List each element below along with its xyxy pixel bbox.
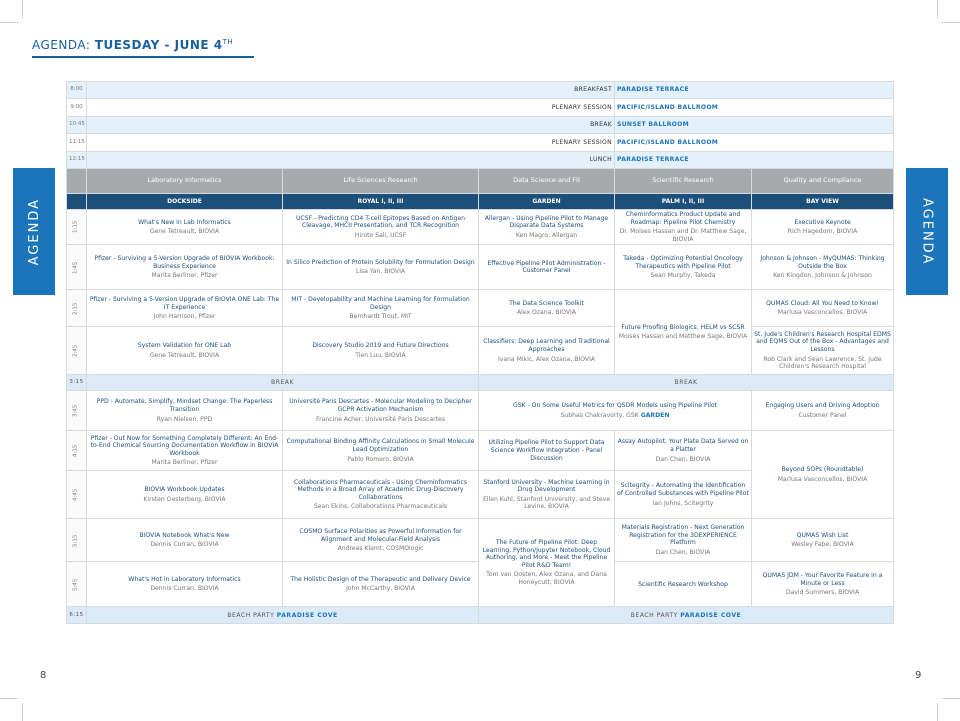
session-title: Executive Keynote <box>794 218 851 226</box>
plenary-row <box>67 152 894 169</box>
session-title: Scitegrity - Automating the Identification of Controlled Substances with Pipeline Pilot <box>617 482 749 498</box>
session-cell <box>752 245 894 290</box>
room-corner <box>67 194 87 210</box>
title-prefix: AGENDA: <box>32 38 91 52</box>
session-cell <box>87 519 283 562</box>
time-cell: 1:45 <box>67 245 87 290</box>
time-cell: 5:45 <box>67 562 87 607</box>
title-underline <box>32 56 254 58</box>
session-cell <box>87 562 283 607</box>
session-label: BREAKFAST <box>87 82 615 99</box>
session-speaker: Dan Chen, BIOVIA <box>655 548 711 556</box>
session-cell <box>283 391 479 431</box>
page-number-right: 9 <box>915 670 922 681</box>
plenary-row <box>67 134 894 152</box>
session-cell <box>752 431 894 519</box>
session-row <box>67 210 894 245</box>
session-cell <box>752 519 894 562</box>
party-location: PARADISE COVE <box>276 611 338 619</box>
session-cell <box>479 431 615 471</box>
time-cell: 10:45 <box>67 117 87 134</box>
break-label: BREAK <box>479 375 894 391</box>
session-speaker: Rob Clark and Sean Lawrence, St. Jude Children's Research Hospital <box>763 355 882 371</box>
session-title: Scientific Research Workshop <box>638 580 728 588</box>
session-speaker: Pablo Romero, BIOVIA <box>347 455 414 463</box>
session-title: GSK - On Some Useful Metrics for QSDR Models using Pipeline Pilot <box>512 402 718 410</box>
session-row <box>67 327 894 375</box>
session-location: SUNSET BALLROOM <box>615 117 894 134</box>
session-title: COSMO Surface Polarities as Powerful Information for Alignment and Molecular-Field Analysis <box>299 527 462 543</box>
session-speaker: Dennis Curran, BIOVIA <box>150 541 219 549</box>
session-title: Discovery Studio 2019 and Future Directions <box>312 342 449 350</box>
track-header-row <box>67 169 894 194</box>
session-row <box>67 431 894 471</box>
plenary-row <box>67 82 894 99</box>
session-cell <box>615 471 752 519</box>
session-speaker: Bernhardt Trout, MIT <box>349 313 412 321</box>
session-cell <box>87 290 283 327</box>
session-location: PARADISE TERRACE <box>615 82 894 99</box>
session-title: Future Proofing Biologics: HELM vs SCSR <box>621 323 745 331</box>
session-cell <box>283 431 479 471</box>
session-location: PARADISE TERRACE <box>615 152 894 169</box>
time-cell: 2:45 <box>67 327 87 375</box>
session-speaker: Tien Luu, BIOVIA <box>355 351 406 359</box>
session-cell <box>615 431 752 471</box>
session-title: Pfizer - Surviving a 5-Version Upgrade of BIOVIA Workbook: Business Experience <box>94 254 275 270</box>
session-cell <box>752 210 894 245</box>
room-header: ROYAL I, II, III <box>283 194 479 210</box>
session-title: What's Hot in Laboratory Informatics <box>128 575 241 583</box>
time-cell: 4:15 <box>67 431 87 471</box>
time-cell: 3:45 <box>67 391 87 431</box>
session-row <box>67 245 894 290</box>
session-cell <box>479 245 615 290</box>
time-cell: 1:15 <box>67 210 87 245</box>
session-speaker: Ivana Mikic, Alex Ozana, BIOVIA <box>497 355 596 363</box>
session-title: System Validation for ONE Lab <box>137 342 232 350</box>
session-speaker: Ellen Kuhl, Stanford University, and Steve Levine, BIOVIA <box>482 495 611 511</box>
session-speaker: Gene Tetreault, BIOVIA <box>149 228 220 236</box>
session-title: Pfizer - Surviving a 5-Version Upgrade of BIOVIA ONE Lab: The IT Experience <box>89 295 280 311</box>
session-title: Stanford University - Machine Learning in Drug Development <box>483 478 610 494</box>
session-title: Utilizing Pipeline Pilot to Support Data Science Workflow Integration - Panel Discussion <box>488 439 605 462</box>
session-cell <box>283 210 479 245</box>
side-tab-label: AGENDA <box>919 197 935 266</box>
session-title: The Holistic Design of the Therapeutic and Delivery Device <box>290 575 471 583</box>
session-title: Cheminformatics Product Update and Roadmap: Pipeline Pilot Chemistry <box>625 211 741 226</box>
session-cell <box>283 290 479 327</box>
party-location: PARADISE COVE <box>680 611 742 619</box>
time-cell: 6:15 <box>67 607 87 624</box>
session-title: Pfizer - Out Now for Something Completely Different: An End-to-End Chemical Sourcing Documentation Workflow in BIOVIA Workbook <box>90 434 279 457</box>
time-cell: 12:15 <box>67 152 87 169</box>
session-title: QUMAS Cloud: All You Need to Know! <box>766 299 879 307</box>
session-cell <box>87 210 283 245</box>
session-cell <box>479 290 615 327</box>
session-speaker: Hiroto Sali, UCSF <box>354 231 407 239</box>
room-header: DOCKSIDE <box>87 194 283 210</box>
track-header: Data Science and FII <box>479 169 615 194</box>
session-title: Allergan - Using Pipeline Pilot to Manage Disparate Data Systems <box>484 214 609 230</box>
session-speaker: Ryan Nielsen, PPD <box>156 415 213 423</box>
break-row <box>67 375 894 391</box>
session-speaker: Marlusa Vasconcellos, BIOVIA <box>777 309 868 317</box>
session-title: Université Paris Descartes - Molecular Modeling to Decipher GCPR Activation Mechanism <box>289 398 472 414</box>
session-cell <box>479 471 615 519</box>
title-day: TUESDAY - JUNE 4 <box>94 38 223 52</box>
session-cell <box>479 210 615 245</box>
beach-party-row <box>67 607 894 624</box>
session-title: QUMAS JDM - Your Favorite Feature in a Minute or Less <box>762 571 883 587</box>
session-cell <box>752 327 894 375</box>
session-cell <box>283 562 479 607</box>
session-cell <box>87 327 283 375</box>
session-cell <box>87 471 283 519</box>
session-title: QUMAS Wish List <box>796 531 849 539</box>
track-header: Laboratory Informatics <box>87 169 283 194</box>
session-speaker: Marita Berliner, Pfizer <box>151 459 218 467</box>
session-title: Beyond SOPs (Roundtable) <box>781 466 864 474</box>
session-speaker: Subhas Chakravorty, GSK GARDEN <box>560 411 670 419</box>
agenda-table <box>66 81 894 624</box>
session-speaker: Wesley Fabe, BIOVIA <box>791 541 854 549</box>
time-cell: 3:15 <box>67 375 87 391</box>
session-title: Engaging Users and Driving Adoption <box>765 402 880 410</box>
session-speaker: Lisa Yan, BIOVIA <box>355 268 406 276</box>
session-row <box>67 290 894 327</box>
session-cell <box>752 391 894 431</box>
session-title: PPD - Automate, Simplify, Mindset Change: The Paperless Transition <box>96 398 273 414</box>
session-speaker: Tom van Oosten, Alex Ozana, and Dana Honeycutt, BIOVIA <box>486 571 607 587</box>
side-tab-label: AGENDA <box>26 197 42 266</box>
session-cell <box>752 562 894 607</box>
session-speaker: Gene Tetreault, BIOVIA <box>149 351 220 359</box>
session-cell <box>87 245 283 290</box>
party-label: BEACH PARTY PARADISE COVE <box>87 607 479 624</box>
session-cell <box>283 245 479 290</box>
session-cell <box>615 245 752 290</box>
track-corner <box>67 169 87 194</box>
time-cell: 2:15 <box>67 290 87 327</box>
session-cell <box>615 210 752 245</box>
session-title: Collaborations Pharmaceuticals - Using Cheminformatics Methods in a Broad Array of Academic Drug-Discovery Collaborations <box>293 478 468 501</box>
session-row <box>67 391 894 431</box>
session-speaker: Ken Kingdon, Johnson & Johnson <box>773 272 872 280</box>
party-label: BEACH PARTY PARADISE COVE <box>479 607 894 624</box>
session-title: What's New in Lab Informatics <box>138 218 231 226</box>
title-sup: TH <box>222 38 234 46</box>
break-label: BREAK <box>87 375 479 391</box>
session-location: GARDEN <box>640 411 670 419</box>
side-tab-right <box>906 168 948 295</box>
session-title: Johnson & Johnson - MyQUMAS: Thinking Outside the Box <box>760 254 885 270</box>
session-cell <box>479 391 752 431</box>
session-speaker: Moises Hassan and Matthew Sage, BIOVIA <box>618 333 748 341</box>
session-cell <box>283 471 479 519</box>
session-location: PACIFIC/ISLAND BALLROOM <box>615 134 894 152</box>
session-cell <box>87 431 283 471</box>
session-speaker: Marlusa Vasconcellos, BIOVIA <box>777 475 868 483</box>
session-speaker: Dan Chen, BIOVIA <box>655 455 711 463</box>
room-header-row <box>67 194 894 210</box>
session-speaker: Andreas Klamt, COSMOlogic <box>337 545 424 553</box>
session-row <box>67 519 894 562</box>
session-speaker: Kirsten Oesterberg, BIOVIA <box>143 495 226 503</box>
session-cell <box>615 519 752 562</box>
session-speaker: Customer Panel <box>798 411 847 419</box>
session-title: BIOVIA Notebook What's New <box>139 531 230 539</box>
session-cell <box>479 327 615 375</box>
page-number-left: 8 <box>40 670 47 681</box>
plenary-row <box>67 117 894 134</box>
session-title: Computational Binding Affinity Calculations in Small Molecule Lead Optimization <box>286 438 475 454</box>
session-cell <box>752 290 894 327</box>
session-title: Assay Autopilot, Your Plate Data Served on a Platter <box>617 438 749 454</box>
session-cell <box>615 562 752 607</box>
session-title: The Data Science Toolkit <box>509 299 584 307</box>
session-speaker: Dennis Curran, BIOVIA <box>150 585 219 593</box>
track-header: Scientific Research <box>615 169 752 194</box>
time-cell: 8:00 <box>67 82 87 99</box>
session-speaker: Dr. Moises Hassan and Dr. Matthew Sage, BIOVIA <box>619 228 747 243</box>
plenary-row <box>67 99 894 117</box>
track-header: Quality and Compliance <box>752 169 894 194</box>
session-title: St. Jude's Children's Research Hospital EDMS and EQMS Out of the Box - Advantages and Lessons <box>754 330 891 354</box>
session-title: MIT - Developability and Machine Learning for Formulation Design <box>291 295 470 311</box>
session-title: Materials Registration - Next Generation Registration for the 3DEXPERIENCE Platform <box>621 524 745 547</box>
side-tab-left <box>13 168 55 295</box>
session-speaker: Sean Ekins, Collaborations Pharmaceuticals <box>313 503 448 511</box>
session-speaker: Sean Murphy, Takeda <box>650 272 716 280</box>
time-cell: 5:15 <box>67 519 87 562</box>
room-header: BAY VIEW <box>752 194 894 210</box>
session-speaker: Alex Ozana, BIOVIA <box>516 309 577 317</box>
session-label: BREAK <box>87 117 615 134</box>
room-header: PALM I, II, III <box>615 194 752 210</box>
time-cell: 9:00 <box>67 99 87 117</box>
session-speaker: Rich Hagedorn, BIOVIA <box>787 228 858 236</box>
session-location: PACIFIC/ISLAND BALLROOM <box>615 99 894 117</box>
session-label: PLENARY SESSION <box>87 99 615 117</box>
session-speaker: Ian Johns, Scitegrity <box>652 499 714 507</box>
session-title: Takeda - Optimizing Potential Oncology Therapeutics with Pipeline Pilot <box>623 254 743 270</box>
session-title: BIOVIA Workbook Updates <box>144 486 225 494</box>
session-title: UCSF - Predicting CD4 T-cell Epitopes Based on Antigen Cleavage, MHCII Presentation, and TCR Recognition <box>295 214 466 230</box>
session-speaker: Ken Magro, Allergan <box>515 231 578 239</box>
session-title: The Future of Pipeline Pilot: Deep Learning, Python/Jupyter Notebook, Cloud Authoring, and More - Meet the Pipeline Pilot R&D Team! <box>482 539 611 569</box>
session-title: In Silico Prediction of Protein Solubility for Formulation Design <box>286 258 475 266</box>
session-speaker: Marita Berliner, Pfizer <box>151 272 218 280</box>
session-cell <box>615 290 752 375</box>
session-speaker: David Summers, BIOVIA <box>785 589 860 597</box>
time-cell: 4:45 <box>67 471 87 519</box>
page-title <box>32 38 233 52</box>
session-speaker: John Harrison, Pfizer <box>153 313 216 321</box>
session-cell <box>479 519 615 607</box>
session-speaker: Francine Acher, Université Paris Descartes <box>316 415 445 423</box>
time-cell: 11:15 <box>67 134 87 152</box>
session-label: LUNCH <box>87 152 615 169</box>
room-header: GARDEN <box>479 194 615 210</box>
session-cell <box>87 391 283 431</box>
session-cell <box>283 327 479 375</box>
session-speaker: John McCarthy, BIOVIA <box>346 585 415 593</box>
track-header: Life Sciences Research <box>283 169 479 194</box>
session-cell <box>283 519 479 562</box>
session-label: PLENARY SESSION <box>87 134 615 152</box>
session-title: Classifiers: Deep Learning and Traditional Approaches <box>483 338 610 354</box>
session-title: Effective Pipeline Pilot Administration - Customer Panel <box>487 259 606 275</box>
